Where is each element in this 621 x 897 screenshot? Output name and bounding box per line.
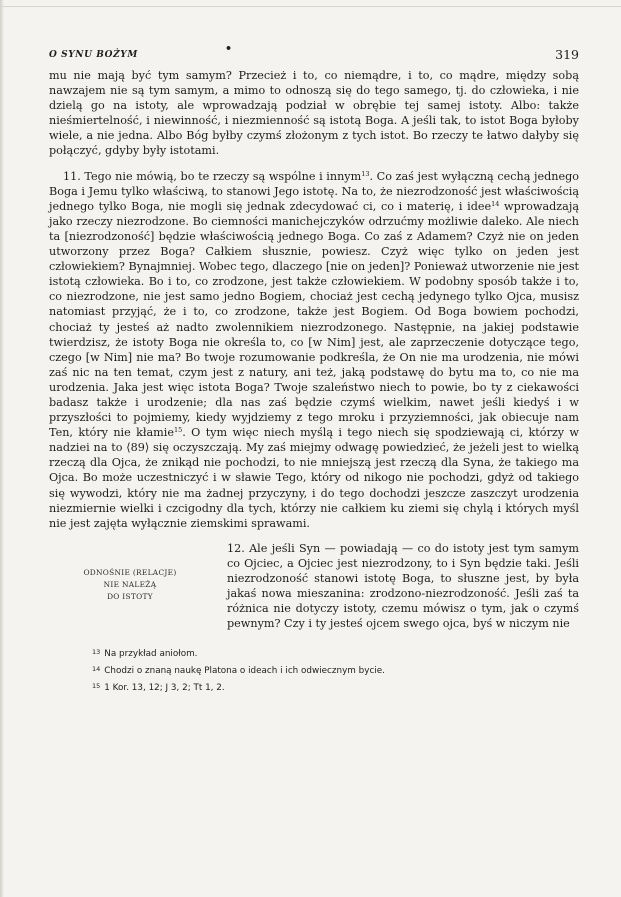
page-number: 319 [555,47,579,62]
paragraph-text: 11. Tego nie mówią, bo te rzeczy są wspólne i innym [63,169,362,183]
footnote-number: 14 [92,665,101,674]
section-12-block [49,541,579,632]
footnotes [49,645,579,696]
paragraph-continuation: mu nie mają być tym samym? Przecież i to, co niemądre, i to, co mądre, między sobą nawzajem nie są tym samym, a mimo to odnoszą się do tego samego, tj. do człowieka, i nie dzielą go na istoty, ale wprowadzają podział w obrębie tej samej istoty. Albo: także nieśmiertelność, i niewinność, i niezmienność są istotą Boga. A jeśli tak, to istot Boga byłoby wiele, a nie jedna. Albo Bóg byłby czymś złożonym z tych istot. Bo rzeczy te łatwo dałyby się połączyć, gdyby były istotami. [49,69,579,158]
footnote-ref-14[interactable]: 14 [491,199,500,208]
paragraph-text: . O tym więc niech myślą i tego niech się spodziewają ci, którzy w nadziei na to ⟨89⟩ się oczyszczają. My zaś miejmy odwagę powiedzieć, że jeżeli jest to wielką rzeczą dla Ojca, że znikąd nie pochodzi, to nie mniejszą jest rzeczą dla Syna, że takiego ma Ojca. Bo może uczestniczyć i w sławie Tego, który od nikogo nie pochodzi, gdyż od takiego się wywodzi, który nie ma żadnej przyczyny, i do tego dochodzi jeszcze zaszczyt urodzenia niezmiernie wielki i czcigodny dla tych, którzy nie całkiem ku ziemi się chylą i których myśl nie jest zajęta wyłącznie ziemskimi sprawami. [49,426,579,530]
footnote-14 [92,662,579,679]
paragraph-text: 12. Ale jeśli Syn — powiadają — co do istoty jest tym samym co Ojciec, a Ojciec jest niezrodzony, to i Syn będzie taki. Jeśli niezrodzoność stanowi istotę Boga, to słuszne jest, by była jakaś nowa mieszanina: zrodzono-niezrodzoność. Jeśli zaś ta różnica nie dotyczy istoty, czemu mówisz o tym, jak o czymś pewnym? Czy i ty jesteś ojcem swego ojca, byś w niczym nie [227,541,579,631]
footnote-ref-13[interactable]: 13 [361,169,370,178]
footnote-text: 1 Kor. 13, 12; J 3, 2; Tt 1, 2. [104,683,225,694]
footnote-text: Na przykład aniołom. [104,649,198,660]
main-text [49,68,579,631]
margin-note-line: NIE NALEŻĄ [103,579,157,589]
header-marker: • [225,42,233,55]
scan-top-rule [0,6,621,7]
paragraph-section-11 [49,169,579,531]
footnote-number: 15 [92,682,101,691]
margin-note [49,567,211,603]
margin-note-line: ODNOŚNIE (RELACJE) [83,567,177,577]
footnote-13 [92,645,579,662]
book-page [49,44,579,696]
footnote-number: 13 [92,648,101,657]
footnote-15 [92,679,579,696]
paragraph-text: wprowadzają jako rzeczy niezrodzone. Bo ciemności manichejczyków odrzućmy możliwie daleko. Ale niech ta [niezrodzoność] będzie właściwością jednego Boga. Co zaś z Adamem? Czyż nie on jeden utworzony przez Boga? Całkiem słusznie, powiesz. Czyż więc tylko on jeden jest człowiekiem? Bynajmniej. Wobec tego, dlaczego [nie on jeden]? Ponieważ utworzenie nie jest istotą człowieka. Bo i to, co zrodzone, jest także człowiekiem. W podobny sposób także i to, co niezrodzone, nie jest samo jedno Bogiem, chociaż jest cechą jedynego tylko Ojca, musisz natomiast przyjąć, że i to, co zrodzone, także jest Bogiem. Od Boga bowiem pochodzi, chociaż ty jesteś aż nadto zwolennikiem niezrodzonego. Następnie, na jakiej podstawie twierdzisz, że istoty Boga nie określa to, co [w Nim] jest, ale zaprzeczenie dotyczące tego, czego [w Nim] nie ma? Bo twoje rozumowanie podkreśla, że On nie ma urodzenia, nie mówi zaś nic na ten temat, czym jest z natury, ani też, jaką podstawę do bytu ma to, co nie ma urodzenia. Jaka jest więc istota Boga? Twoje szaleństwo niech to powie, bo ty z ciekawości badasz także i urodzenie; dla nas zaś będzie czymś wielkim, nawet jeśli kiedyś i w przyszłości to pojmiemy, kiedy wyjdziemy z tego mroku i przyziemności, jak obiecuje nam Ten, który nie kłamie [49,199,579,440]
paragraph-text: . Co zaś jest wyłączną cechą jednego Boga i Jemu tylko właściwą, to stanowi Jego istotę. Na to, że niezrodzoność jest właściwością jednego tylko Boga, nie mogli się jednak zdecydować ci, co i materię, i idee [49,169,579,213]
footnote-ref-15[interactable]: 15 [173,426,183,435]
footnote-text: Chodzi o znaną naukę Platona o ideach i ich odwiecznym bycie. [104,666,385,677]
margin-note-line: DO ISTOTY [107,591,153,601]
running-title: O SYNU BOŻYM [49,50,138,60]
running-head [49,44,579,68]
page-edge-shadow [0,0,4,897]
